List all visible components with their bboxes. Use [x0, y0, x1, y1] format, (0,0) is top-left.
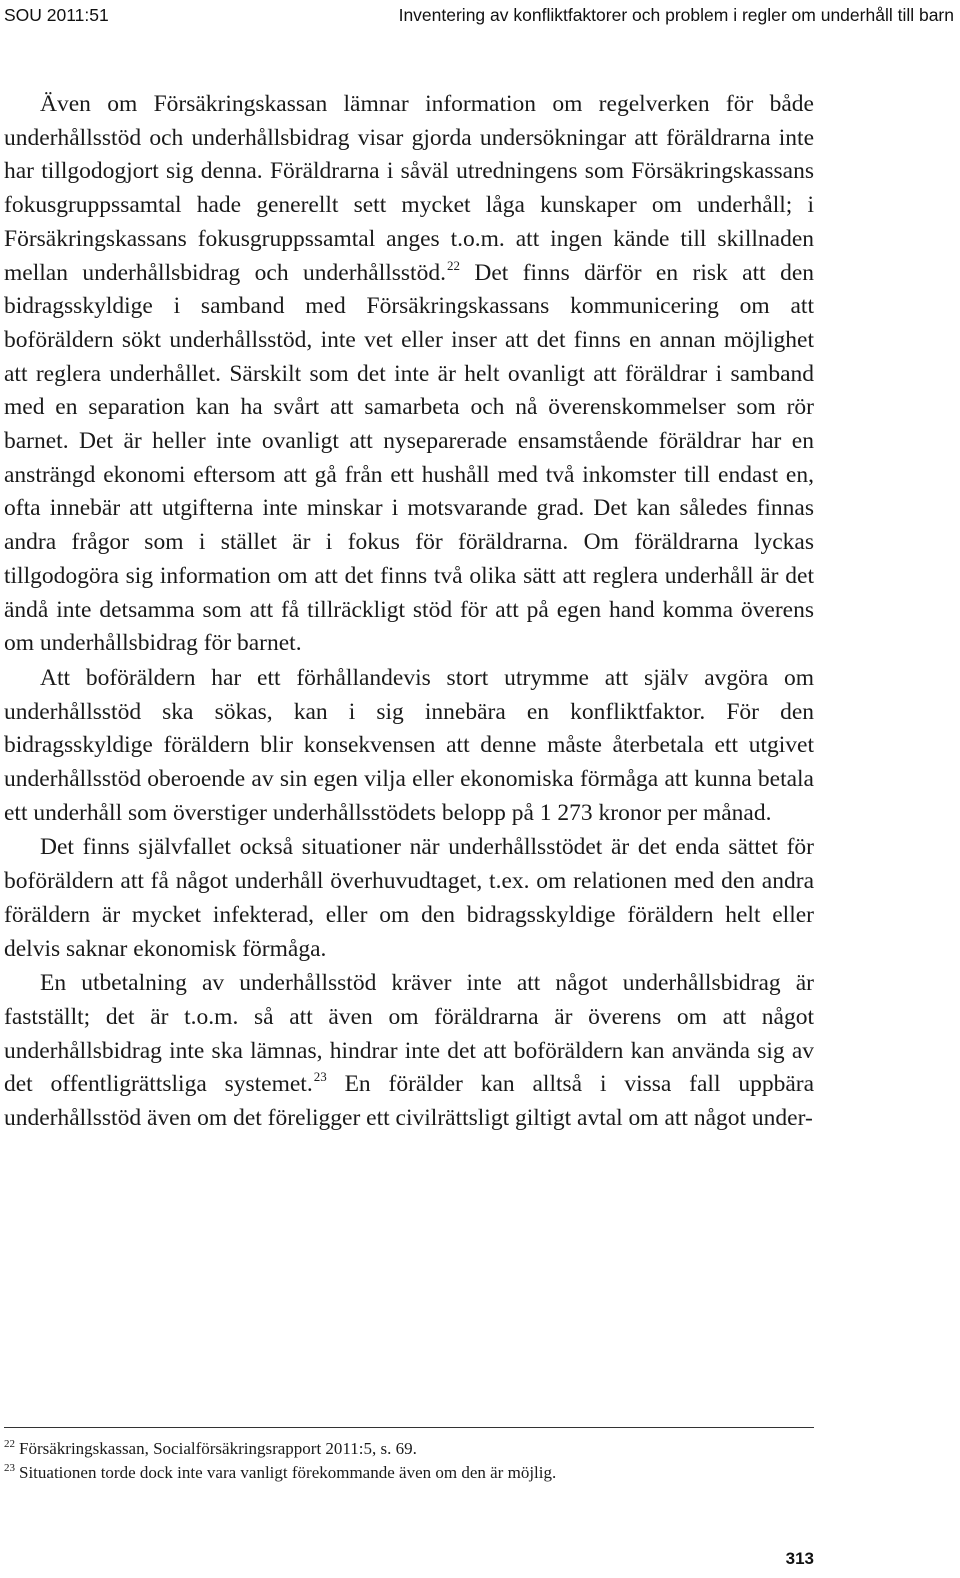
footnote-text: Situationen torde dock inte vara vanligt förekommande även om den är möjlig. [19, 1463, 557, 1482]
footnotes [4, 1437, 814, 1485]
footnote-divider [4, 1427, 814, 1428]
page-number: 313 [785, 1549, 814, 1568]
footnote-22 [4, 1437, 814, 1461]
paragraph-4-part-b: En förälder kan alltså i vissa fall uppbära underhållsstöd även om det föreligger ett civilrättsligt giltigt avtal om att något under- [4, 1071, 815, 1132]
footnote-text: Försäkringskassan, Socialförsäkringsrapport 2011:5, s. 69. [19, 1439, 417, 1458]
paragraph-4-part-a: En utbetalning av underhållsstöd kräver inte att något underhållsbidrag är fastställt; det är t.o.m. så att även om föräldrarna är överens om att något underhållsbidrag inte ska lämnas, hindrar inte det att boföräldern kan använda sig av det offentligrättsliga systemet. [4, 970, 814, 1098]
paragraph-1-part-a: Även om Försäkringskassan lämnar information om regelverken för både underhållsstöd och underhållsbidrag visar gjorda undersökningar att föräldrarna inte har tillgodogjort sig denna. Föräldrarna i såväl utredningens som Försäkringskassans fokusgruppssamtal hade generellt sett mycket låga kunskaper om underhåll; i Försäkringskassans fokusgruppssamtal anges t.o.m. att ingen kände till skillnaden mellan underhållsbidrag och underhållsstöd. [4, 91, 814, 286]
footnote-23 [4, 1461, 814, 1485]
paragraph-1 [4, 88, 814, 661]
footnote-number: 23 [4, 1462, 15, 1474]
footnote-number: 22 [4, 1438, 15, 1450]
footnote-reference-22[interactable]: 22 [446, 257, 460, 273]
chapter-title: Inventering av konfliktfaktorer och problem i regler om underhåll till barn [398, 5, 954, 25]
paragraph-2: Att boföräldern har ett förhållandevis stort utrymme att själv avgöra om underhållsstöd ska sökas, kan i sig innebära en konfliktfaktor. För den bidragsskyldige föräldern blir konsekvensen att denne måste återbetala ett utgivet underhållsstöd oberoende av sin egen vilja eller ekonomiska förmåga att kunna betala ett underhåll som överstiger underhållsstödets belopp på 1 273 kronor per månad. [4, 664, 814, 826]
footnote-reference-23[interactable]: 23 [313, 1069, 327, 1085]
paragraph-1-part-b: Det finns därför en risk att den bidragsskyldige i samband med Försäkringskassans kommunicering om att boföräldern sökt underhållsstöd, inte vet eller inser att det finns en annan möjlighet att reglera underhållet. Särskilt som det inte är helt ovanligt att föräldrar i samband med en separation kan ha svårt att samarbeta och nå överenskommelser som rör barnet. Det är heller inte ovanligt att nyseparerade ensamstående föräldrar har en ansträngd ekonomi eftersom att gå från ett hushåll med två inkomster till endast en, ofta innebär att utgifterna inte minskar i motsvarande grad. Det kan således finnas andra frågor som i stället är i fokus för föräldrarna. Om föräldrarna lyckas tillgodogöra sig information om att det finns två olika sätt att reglera underhåll är det ändå inte detsamma som att få tillräckligt stöd för att på egen hand komma överens om underhållsbidrag för barnet. [4, 259, 814, 657]
paragraph-3: Det finns självfallet också situationer när underhållsstödet är det enda sättet för boföräldern att få något underhåll överhuvudtaget, t.ex. om relationen med den andra föräldern är mycket infekterad, eller om den bidragsskyldige föräldern helt eller delvis saknar ekonomisk förmåga. [4, 834, 814, 962]
report-series-number: SOU 2011:51 [4, 5, 109, 25]
main-text [4, 88, 814, 1137]
running-header [4, 5, 954, 29]
paragraph-4 [4, 967, 814, 1136]
